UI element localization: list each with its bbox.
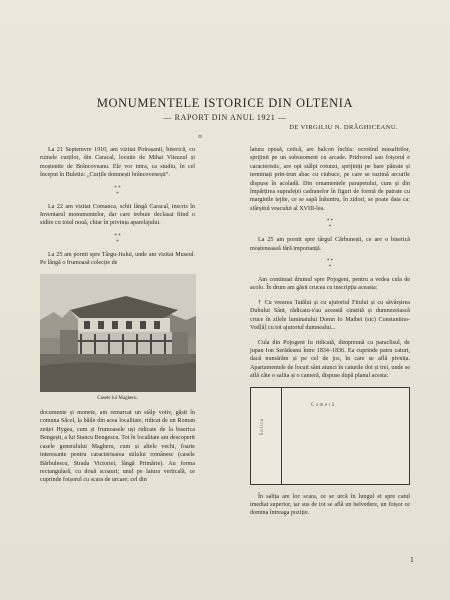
section-divider: * * * <box>114 185 121 197</box>
article-subtitle: — RAPORT DIN ANUL 1921 — <box>163 113 287 122</box>
section-divider: * * * <box>326 259 334 271</box>
article-author: DE VIRGILIU N. DRĂGHICEANU. <box>289 124 398 131</box>
house-photo-illustration <box>40 274 196 392</box>
paragraph: La 21 Septemvre 1910, am vizitat Potrașanii, biserică, cu ruinele curților, din Caracal, locuite de Mihai Viteazul și moștenite de Brâncoveanu. Ele vor intra, ca studiu, în cel început în Buletin: „Curțile domnești brâncovenești“. <box>40 147 195 179</box>
section-divider: * * * <box>326 219 334 231</box>
paragraph: documente și monete, am remarcat un stâlp votiv, găsit în comuna Săcel, la băile din acea localitate, ridicat de un Roman zeiței Hygea, cum și frumoasele uși ridicate de la biserica Bengești, a lui Stancu Bengescu. Tot în localitate am descoperit casele generalului Magheru, cum și altele vechi, foarte interesante pentru caracterisarea stilului românesc (casele Bărbulescu, Strada Victoriei, lângă Primărie). Au forma rectangulară, cu două scoauri; unul pe latura verticală, ce cuprinde foișorul cu scara de urcare; cel din <box>40 410 195 484</box>
left-column <box>40 146 195 491</box>
paragraph: În salița are loc scara, ce se urcă în lungul ei spre catul imediat superior, iar sus de tot se află un belvedere, un foișor ce domina întreaga poziție. <box>250 493 410 517</box>
paragraph: La 25 am pornit spre târgul Cărbunești, ce are o biserică moșteneaseă fără importanță. <box>250 237 410 252</box>
paragraph: Am continuat drumul spre Pojogeni, pentru a vedea cula de acolo. În drum am găsit crucea cu inscripția aceasta: <box>250 277 410 292</box>
article-title: MONUMENTELE ISTORICE DIN OLTENIA <box>96 96 354 110</box>
paragraph: La 22 am vizitat Comanca, schit lângă Caracal, inscris în Inventarul monumentelor, dar care trebuie declasat fiind o sidire cu totul nouă, chiar în privința aparelajului. <box>40 203 195 227</box>
paragraph: latura opusă, ceticâ, are balcon închis: ocrotind musafirilor, sprijinit pe un subsuoment cu arcade. Pridvorul sau foișorul e caracteristic, are opt stâlpi rotunzi, sprijiniți pe bare pătrate și terminați prin-trun abac cu ciubuce, pe care se razimă arcurile dispuse în acoladă. Din ornamentele parapetului, cum și din împărțirea suprafeței cadranelor în figuri de formă de patrate cu marginile tejite, ce se sapă înăuntru, în zidori, se poate data ca: sfârșitul veacului al XVIII-lea. <box>250 147 410 212</box>
ornament: ⊙ <box>198 134 203 140</box>
inscription-text: † Cu vrearea Tatălui și cu ajutoriul Fiiului și cu săvârșirea Duhului Sânt, rădicatu-s'au această cinstită și dumnezeiască cruce în zilele luminatului Domn Io Mathei (sic) Constantino-Vod[ă] cu tot ajutoriul dumnealui... <box>250 299 410 332</box>
photo-magheru-house <box>40 274 196 392</box>
right-column <box>250 146 410 524</box>
paragraph: Cula din Pojogeni fu ridicată, dimpreună cu paraclisul, de jupan Ion Serădeanu între 1834–1836. Ea cuprinde patru caturi, dacă numărăm și pe cel de jos, în care se află pivnița. Apartamentele de locuit sânt atunci în caturile doi și trei, unde se află câte o salita și o cameră, dispuse după planul acesta: <box>250 339 410 380</box>
floor-plan-diagram <box>250 387 410 485</box>
plan-salita-label: Salita <box>260 417 265 435</box>
inscription-quote <box>250 299 410 333</box>
section-divider: * * * <box>114 233 121 245</box>
page-number: 1 <box>410 557 414 564</box>
paragraph: La 25 am pornit spre Târgu-Jiului, unde am vizitat Museul. Pe lângă o frumoasă colecție de <box>40 251 195 267</box>
plan-camera-label: Cameră <box>311 402 336 408</box>
photo-caption: Casele lui Magheru. <box>97 395 138 401</box>
plan-salita-room <box>251 388 282 484</box>
